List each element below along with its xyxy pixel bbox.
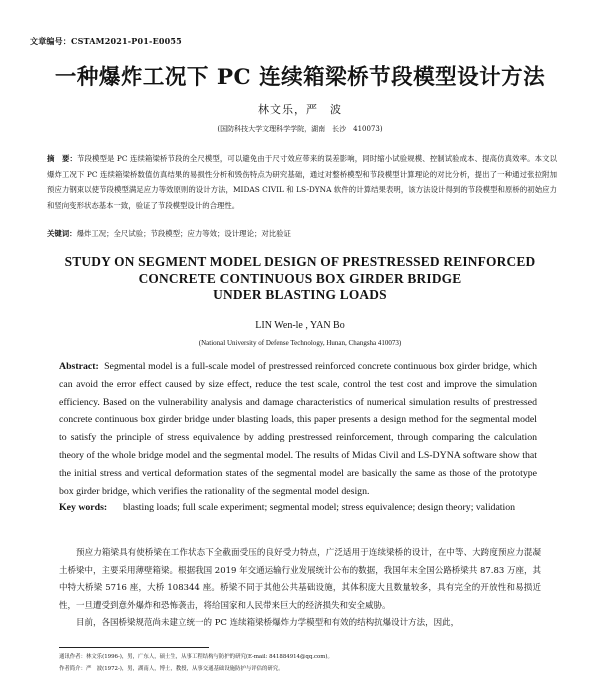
body-text xyxy=(59,545,541,633)
english-title-line-1: STUDY ON SEGMENT MODEL DESIGN OF PRESTRESSED REINFORCED xyxy=(64,254,536,269)
english-keywords-text: blasting loads; full scale experiment; segmental model; stress equivalence; design theory; validation xyxy=(123,502,516,513)
english-title-line-2: CONCRETE CONTINUOUS BOX GIRDER BRIDGE xyxy=(138,270,462,286)
chinese-abstract-label: 摘 要： xyxy=(47,154,77,163)
footnote-corresponding-author: 通讯作者：林文乐(1996-)，男，广东人，硕士生，从事工程结构与防护的研究(E-mail: 841884914@qq.com)。 xyxy=(59,654,333,660)
chinese-keywords-text: 爆炸工况；全尺试验；节段模型；应力等效；设计理论；对比验证 xyxy=(76,229,291,238)
article-id: 文章编号：CSTAM2021-P01-E0055 xyxy=(30,36,182,46)
english-affiliation: (National University of Defense Technology, Hunan, Changsha 410073) xyxy=(198,339,402,347)
english-keywords-label: Key words: xyxy=(59,502,108,513)
chinese-authors: 林文乐，严 波 xyxy=(258,103,342,116)
chinese-abstract-text: 节段模型是 PC 连续箱梁桥节段的全尺模型，可以避免由于尺寸效应带来的误差影响，同时缩小试验规模、控制试验成本、提高仿真效率。本文以爆炸工况下 PC 连续箱梁桥数值仿真结果的易损性分析和毁伤特点为研究基础，通过对整桥模型和节段模型计算理论的对比分析，提出了一种通过张拉附加预应力钢束以使节段模型满足应力等效原则的设计方法，MIDAS CIVIL 和 LS-DYNA 软件的计算结果表明，该方法设计得到的节段模型和原桥的初始应力和竖向变形状态基本一致，验证了节段模型设计的合理性。 xyxy=(47,154,557,210)
english-title-line-3: UNDER BLASTING LOADS xyxy=(213,287,387,302)
english-title xyxy=(0,254,600,304)
english-abstract-text: Segmental model is a full-scale model of prestressed reinforced concrete continuous box girder bridge, which can avoid the error effect caused by size effect, reduce the test scale, control the test cost and improve the simulation efficiency. Based on the vulnerability analysis and damage characteristics of numerical simulation results of prestressed concrete continuous box girder bridge under blasting loads, this paper presents a design method for the segmental model to satisfy the principle of stress equivalence by adding prestressed reinforcement, through comparing the calculation theory of the whole bridge model and the segmental model. The results of Midas Civil and LS-DYNA software show that the initial stress and vertical deformation states of the segmental model are basically the same as those of the prototype box girder bridge, which verifies the rationality of the segmental model design. xyxy=(59,361,537,497)
body-paragraph-2: 目前，各国桥梁规范尚未建立统一的 PC 连续箱梁桥爆炸力学模型和有效的结构抗爆设计方法，因此， xyxy=(76,618,460,629)
body-paragraph-1: 预应力箱梁具有使桥梁在工作状态下全截面受压的良好受力特点，广泛适用于连续梁桥的设计，在中等、大跨度预应力混凝土桥梁中，主要采用薄壁箱梁。根据我国 2019 年交通运输行业发展统计公布的数据，我国年末全国公路桥梁共 87.83 万座，其中特大桥梁 5716 座，大桥 108344 座。桥梁不同于其他公共基础设施，其体积庞大且数量较多，具有完全的开放性和易损近性，一旦遭受到意外爆炸和恐怖袭击，将给国家和人民带来巨大的经济损失和安全威胁。 xyxy=(59,548,541,611)
footnote-author-bio: 作者简介：严 波(1972-)，男，湖南人，博士，教授，从事交通基础设施防护与评估的研究。 xyxy=(59,666,284,672)
english-authors: LIN Wen-le , YAN Bo xyxy=(255,320,345,331)
chinese-keywords-label: 关键词： xyxy=(47,229,77,238)
chinese-affiliation: (国防科技大学文理科学学院，湖南 长沙 410073) xyxy=(217,125,383,133)
chinese-title: 一种爆炸工况下 PC 连续箱梁桥节段模型设计方法 xyxy=(54,65,546,90)
english-keywords xyxy=(59,499,537,517)
footnote-divider xyxy=(59,647,209,648)
chinese-keywords xyxy=(47,228,557,239)
chinese-abstract xyxy=(47,151,557,213)
english-abstract-label: Abstract: xyxy=(59,361,99,372)
english-abstract xyxy=(59,358,537,500)
